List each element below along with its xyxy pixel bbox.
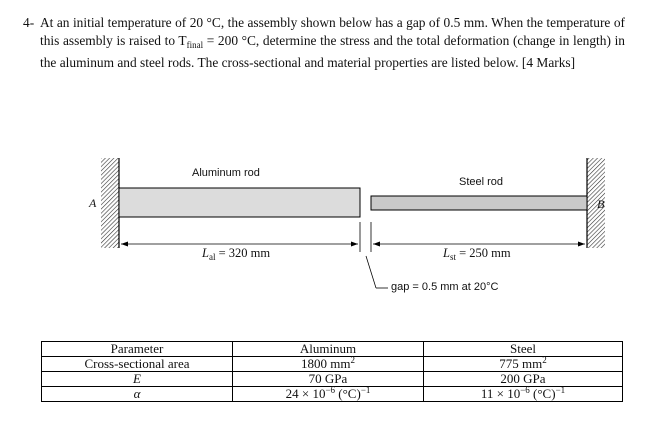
question-text-part2: = 200 °C, determine the stress and the total deformation (change in length) in the aluminum and steel rods. The cross-sectional and material properties are listed below. [4 Marks] bbox=[40, 32, 625, 71]
aluminum-rod bbox=[119, 188, 360, 217]
length-steel bbox=[443, 246, 511, 262]
st-alpha-value: 11 × 10 bbox=[480, 386, 521, 401]
st-dim-arrow-right bbox=[578, 242, 585, 247]
table-row bbox=[42, 357, 623, 372]
al-area-value: 1800 mm bbox=[301, 356, 351, 371]
aluminum-cell bbox=[233, 387, 424, 402]
properties-table bbox=[41, 341, 623, 402]
length-aluminum bbox=[202, 246, 270, 262]
al-alpha-exp: −6 bbox=[325, 385, 336, 395]
param-cell: Cross-sectional area bbox=[42, 357, 233, 372]
header-parameter: Parameter bbox=[42, 342, 233, 357]
al-alpha-unit: (°C) bbox=[335, 386, 361, 401]
gap-label: gap = 0.5 mm at 20°C bbox=[391, 281, 499, 293]
table-row bbox=[42, 387, 623, 402]
l-st-value: = 250 mm bbox=[455, 246, 511, 260]
st-alpha-unit: (°C) bbox=[529, 386, 556, 401]
steel-cell bbox=[424, 387, 623, 402]
st-alpha-unit-exp: −1 bbox=[555, 385, 566, 395]
header-steel: Steel bbox=[424, 342, 623, 357]
al-dim-arrow-right bbox=[351, 242, 358, 247]
left-wall bbox=[101, 158, 119, 248]
steel-cell: 200 GPa bbox=[424, 372, 623, 387]
l-al-symbol: L bbox=[202, 246, 209, 260]
al-alpha-value: 24 × 10 bbox=[285, 386, 326, 401]
st-dim-arrow-left bbox=[373, 242, 380, 247]
steel-rod-label: Steel rod bbox=[459, 176, 504, 188]
al-alpha-unit-exp: −1 bbox=[360, 385, 371, 395]
l-al-value: = 320 mm bbox=[215, 246, 271, 260]
param-cell: α bbox=[42, 387, 233, 402]
st-area-exp: 2 bbox=[542, 355, 547, 365]
support-a-label: A bbox=[89, 196, 97, 210]
al-area-exp: 2 bbox=[350, 355, 355, 365]
steel-rod bbox=[371, 196, 587, 210]
l-st-subscript: st bbox=[449, 252, 456, 262]
st-area-value: 775 mm bbox=[499, 356, 543, 371]
gap-leader bbox=[366, 256, 376, 288]
l-st-symbol: L bbox=[443, 246, 450, 260]
al-dim-arrow-left bbox=[121, 242, 128, 247]
st-alpha-exp: −6 bbox=[520, 385, 530, 395]
steel-cell bbox=[424, 357, 623, 372]
table-header-row bbox=[42, 342, 623, 357]
question-number: 4- bbox=[23, 15, 35, 30]
header-aluminum: Aluminum bbox=[233, 342, 424, 357]
support-b-label: B bbox=[597, 197, 605, 211]
t-final-subscript: final bbox=[186, 39, 204, 50]
aluminum-rod-label: Aluminum rod bbox=[192, 167, 260, 179]
question-text-part1: At an initial temperature of 20 °C, the assembly shown below has a gap of 0.5 mm. When the temperature of this assembly is raised to T bbox=[40, 15, 625, 48]
param-cell: E bbox=[42, 372, 233, 387]
aluminum-cell bbox=[233, 357, 424, 372]
l-al-subscript: al bbox=[208, 252, 216, 262]
aluminum-cell: 70 GPa bbox=[233, 372, 424, 387]
